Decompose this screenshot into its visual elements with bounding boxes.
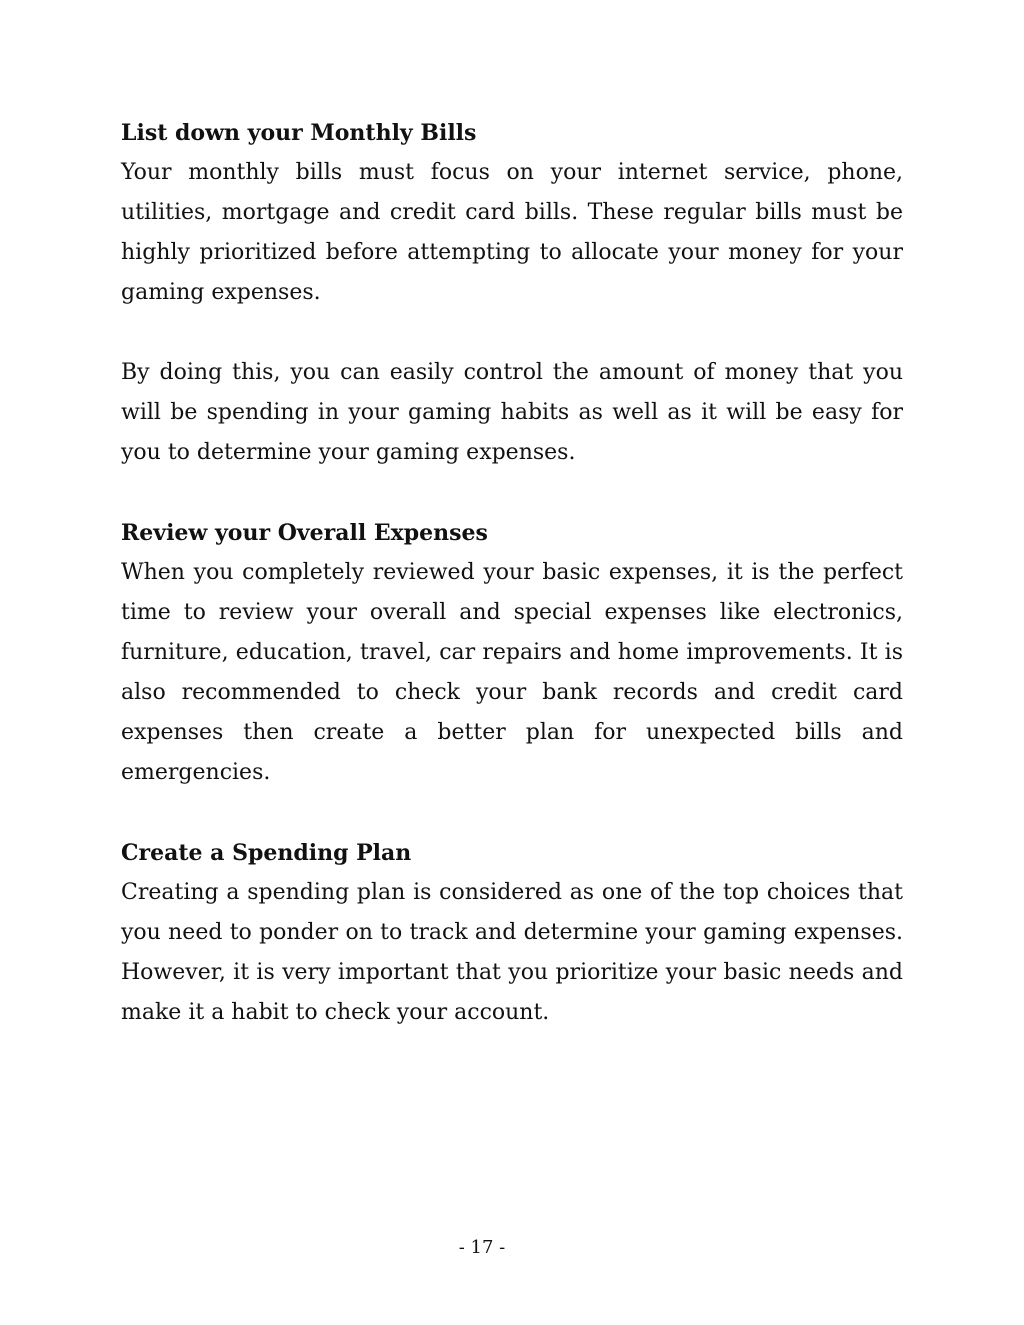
section-gap [121,473,903,513]
paragraph-monthly-bills: Your monthly bills must focus on your internet service, phone, utilities, mortgage and credit card bills. These regular bills must be highly prioritized before attempting to allocate your money for your gaming expenses. [121,160,903,305]
page-number: - 17 - [458,1237,506,1258]
section-gap [121,793,903,833]
section-heading-monthly-bills: List down your Monthly Bills [121,120,477,146]
paragraph-overall-expenses: When you completely reviewed your basic expenses, it is the perfect time to review your overall and special expenses like electronics, furniture, education, travel, car repairs and home improvements. It is also recommended to check your bank records and credit card expenses then create a better plan for unexpected bills and emergencies. [121,560,903,785]
paragraph-control-spending: By doing this, you can easily control the amount of money that you will be spending in your gaming habits as well as it will be easy for you to determine your gaming expenses. [121,360,903,465]
page-content [121,113,903,1033]
paragraph-gap [121,313,903,353]
section-heading-spending-plan: Create a Spending Plan [121,840,412,866]
paragraph-spending-plan: Creating a spending plan is considered as one of the top choices that you need to ponder on to track and determine your gaming expenses. However, it is very important that you prioritize your basic needs and make it a habit to check your account. [121,880,903,1025]
section-heading-overall-expenses: Review your Overall Expenses [121,520,488,546]
